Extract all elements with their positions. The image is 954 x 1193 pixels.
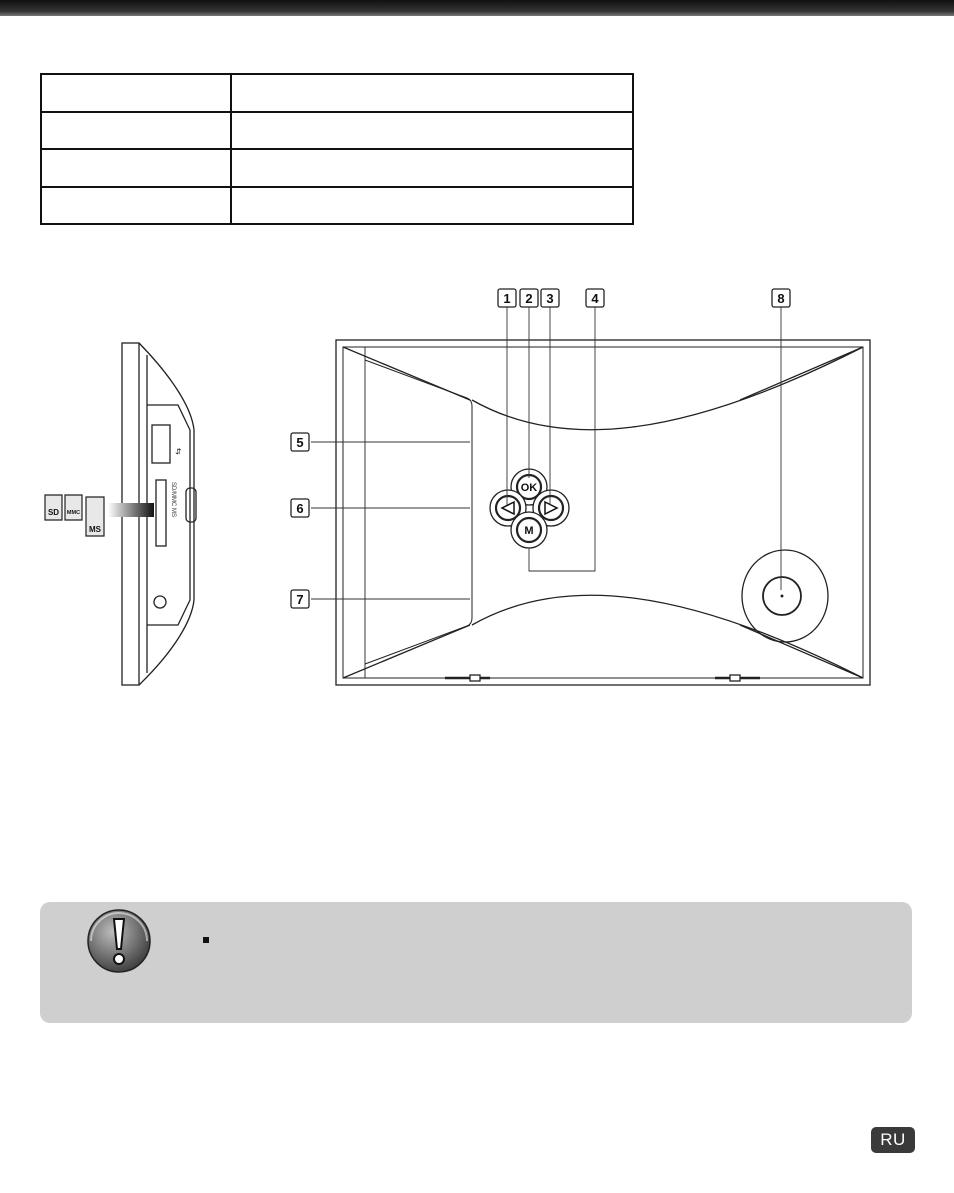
callout-label: 5 [296, 435, 304, 450]
callout-8 [772, 289, 790, 307]
ms-card [86, 497, 104, 536]
ok-button-label: OK [520, 482, 538, 494]
table-cell [231, 149, 633, 187]
table-cell [41, 112, 231, 150]
top-header-bar [0, 0, 954, 16]
card-slot [156, 480, 166, 546]
callout-4 [586, 289, 604, 307]
table-row [41, 74, 633, 112]
sd-card [45, 495, 62, 520]
dc-jack [154, 596, 166, 608]
table-cell [41, 74, 231, 112]
callout-label: 7 [296, 592, 304, 607]
callouts [291, 289, 790, 608]
back-view [336, 340, 870, 685]
top-curve [472, 347, 863, 430]
table-row [41, 149, 633, 187]
callout-label: 8 [777, 291, 785, 306]
note-bullet [203, 937, 209, 943]
usb-port [152, 425, 170, 463]
callout-label: 1 [503, 291, 511, 306]
table-cell [41, 187, 231, 225]
callout-5 [291, 433, 309, 451]
note-box [40, 902, 912, 1023]
table-cell [231, 74, 633, 112]
sd-label: SD [47, 508, 60, 517]
ms-label: MS [89, 525, 101, 534]
callout-6 [291, 499, 309, 517]
memory-cards [45, 495, 154, 536]
stand-mount [742, 550, 828, 642]
table-row [41, 187, 633, 225]
callout-1 [498, 289, 516, 307]
back-frame-inner [343, 347, 863, 678]
table-row [41, 112, 633, 150]
warning-icon [85, 907, 153, 975]
control-pad [490, 469, 569, 548]
callout-label: 4 [591, 291, 599, 306]
table-cell [41, 149, 231, 187]
callout-7 [291, 590, 309, 608]
back-frame-outer [336, 340, 870, 685]
svg-text:⇆: ⇆ [174, 448, 183, 455]
device-diagram [0, 270, 954, 710]
callout-label: 3 [546, 291, 554, 306]
callout-2 [520, 289, 538, 307]
callout-label: 2 [525, 291, 533, 306]
leader-lines [311, 306, 781, 599]
card-insert-arrow [108, 503, 154, 517]
table-cell [231, 112, 633, 150]
callout-label: 6 [296, 501, 304, 516]
right-button[interactable] [539, 496, 563, 520]
menu-button-label: M [524, 525, 534, 537]
spec-table [40, 73, 634, 225]
table-cell [231, 187, 633, 225]
mmc-label: MMC [66, 510, 81, 516]
svg-text:SD/MMC MS: SD/MMC MS [170, 482, 176, 517]
language-badge: RU [871, 1127, 915, 1153]
mmc-card [65, 495, 82, 520]
callout-3 [541, 289, 559, 307]
